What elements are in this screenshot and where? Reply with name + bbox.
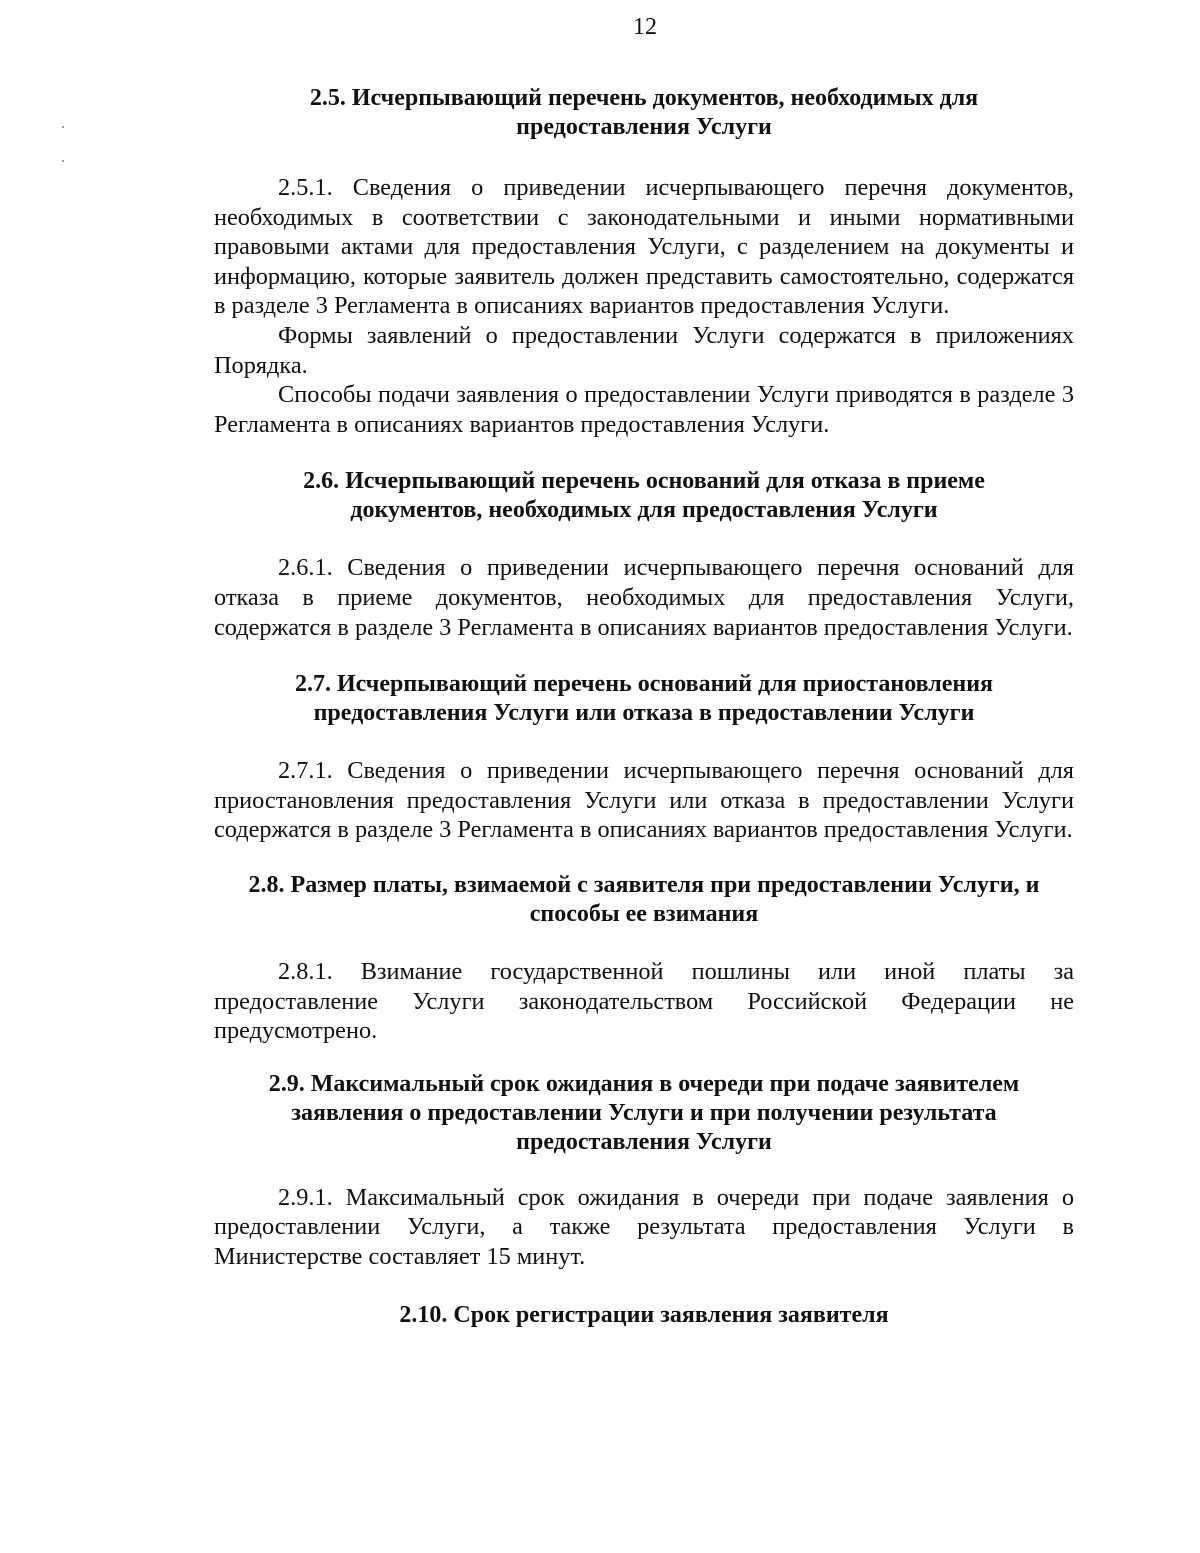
section-heading — [214, 1301, 1074, 1330]
scan-speck — [62, 160, 64, 162]
heading-line: способы ее взимания — [529, 900, 759, 927]
section-2-10 — [214, 1301, 1074, 1330]
section-paragraphs — [214, 957, 1074, 1046]
paragraph: 2.7.1. Сведения о приведении исчерпывающего перечня оснований для приостановления предоставления Услуги или отказа в предоставлении Услуги содержатся в разделе 3 Регламента в описаниях вариантов предоставления Услуги. — [214, 757, 1074, 844]
paragraph: 2.5.1. Сведения о приведении исчерпывающего перечня документов, необходимых в соответствии с законодательными и иными нормативными правовыми актами для предоставления Услуги, с разделением на документы и информацию, которые заявитель должен представить самостоятельно, содержатся в разделе 3 Регламента в описаниях вариантов предоставления Услуги. — [214, 174, 1074, 320]
heading-line: 2.10. Срок регистрации заявления заявителя — [399, 1302, 889, 1329]
page-number: 12 — [633, 14, 657, 40]
section-2-6 — [214, 467, 1074, 642]
heading-line: 2.8. Размер платы, взимаемой с заявителя при предоставлении Услуги, и — [248, 871, 1040, 898]
section-heading — [214, 467, 1074, 525]
section-paragraphs — [214, 173, 1074, 439]
paragraph: 2.9.1. Максимальный срок ожидания в очереди при подаче заявления о предоставлении Услуги, а также результата предоставления Услуги в Министерстве составляет 15 минут. — [214, 1183, 1074, 1270]
section-paragraphs — [214, 756, 1074, 845]
heading-line: предоставления Услуги — [516, 1128, 772, 1155]
section-heading — [214, 670, 1074, 728]
paragraph: Способы подачи заявления о предоставлении Услуги приводятся в разделе 3 Регламента в описаниях вариантов предоставления Услуги. — [214, 381, 1074, 438]
section-2-9 — [214, 1070, 1074, 1272]
heading-line: заявления о предоставлении Услуги и при получении результата — [291, 1099, 997, 1126]
section-2-8 — [214, 871, 1074, 1046]
heading-line: предоставления Услуги или отказа в предоставлении Услуги — [313, 700, 975, 727]
section-2-7 — [214, 670, 1074, 845]
section-heading — [202, 871, 1086, 929]
heading-line: документов, необходимых для предоставления Услуги — [350, 497, 938, 524]
heading-line: 2.7. Исчерпывающий перечень оснований для приостановления — [294, 671, 994, 698]
heading-line: 2.6. Исчерпывающий перечень оснований для отказа в приеме — [303, 468, 985, 495]
paragraph: 2.6.1. Сведения о приведении исчерпывающего перечня оснований для отказа в приеме документов, необходимых для предоставления Услуги, содержатся в разделе 3 Регламента в описаниях вариантов предоставления Услуги. — [214, 554, 1074, 641]
section-2-5 — [214, 84, 1074, 439]
heading-line: 2.9. Максимальный срок ожидания в очереди при подаче заявителем — [268, 1070, 1020, 1097]
document-body — [214, 80, 1074, 1354]
paragraph: 2.8.1. Взимание государственной пошлины или иной платы за предоставление Услуги законодательством Российской Федерации не предусмотрено. — [214, 957, 1074, 1045]
section-paragraphs — [214, 1183, 1074, 1272]
section-paragraphs — [214, 553, 1074, 642]
paragraph: Формы заявлений о предоставлении Услуги содержатся в приложениях Порядка. — [214, 321, 1074, 379]
section-heading — [214, 1070, 1074, 1157]
scan-speck — [62, 126, 64, 128]
heading-line: 2.5. Исчерпывающий перечень документов, необходимых для — [309, 85, 979, 111]
heading-line: предоставления Услуги — [516, 114, 772, 140]
section-heading — [214, 84, 1074, 142]
